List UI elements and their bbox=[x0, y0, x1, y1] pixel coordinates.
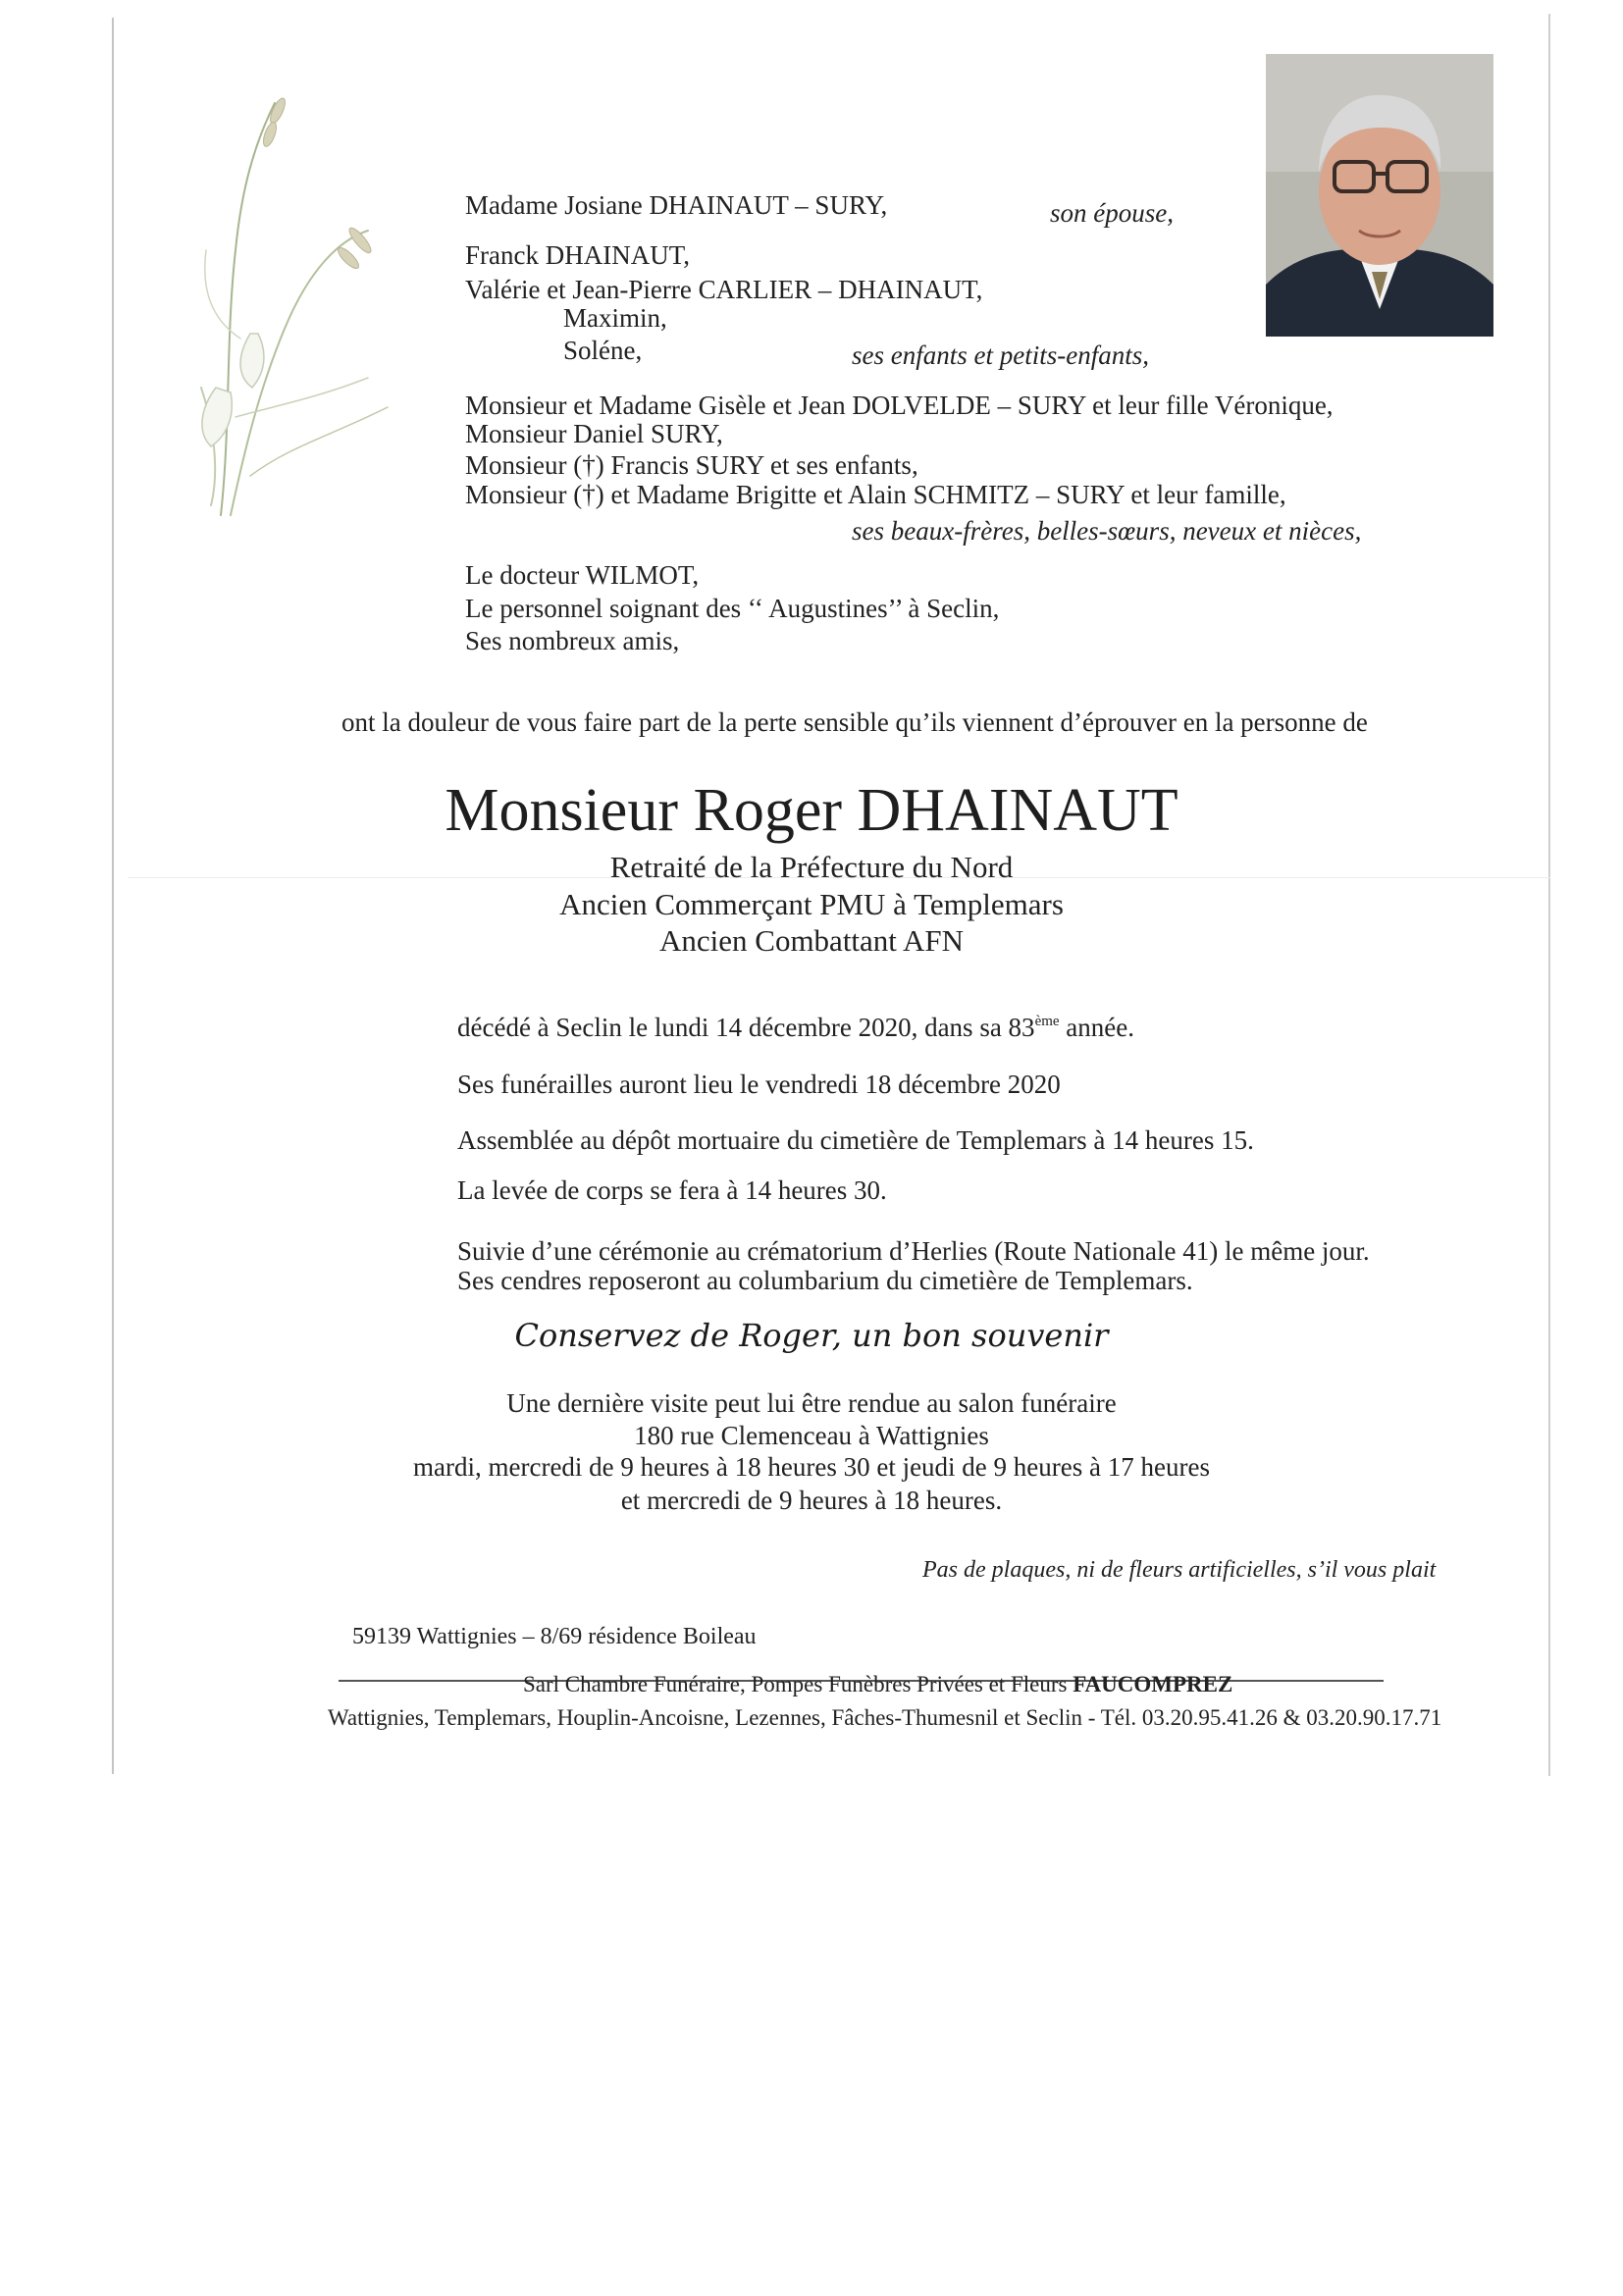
lily-wheat-illustration bbox=[191, 93, 397, 525]
funeral-date: Ses funérailles auront lieu le vendredi 18 décembre 2020 bbox=[457, 1070, 1061, 1099]
children-role: ses enfants et petits-enfants, bbox=[852, 340, 1149, 370]
home-address: 59139 Wattignies – 8/69 résidence Boileau bbox=[352, 1624, 757, 1649]
death-date: décédé à Seclin le lundi 14 décembre 2020, dans sa 83ème année. bbox=[457, 1013, 1134, 1042]
funeral-home-brand: FAUCOMPREZ bbox=[1073, 1672, 1233, 1696]
grandchild-solene: Soléne, bbox=[563, 336, 643, 365]
visit-line-2: 180 rue Clemenceau à Wattignies bbox=[634, 1421, 989, 1450]
inlaws-role: ses beaux-frères, belles-sœurs, neveux et nièces, bbox=[852, 516, 1362, 546]
friends: Ses nombreux amis, bbox=[465, 626, 680, 655]
ashes-info: Ses cendres reposeront au columbarium du cimetière de Templemars. bbox=[457, 1266, 1193, 1295]
portrait-photo bbox=[1266, 54, 1493, 337]
deceased-title-2: Ancien Commerçant PMU à Templemars bbox=[559, 887, 1064, 921]
assembly-info: Assemblée au dépôt mortuaire du cimetière de Templemars à 14 heures 15. bbox=[457, 1125, 1254, 1155]
visit-line-1: Une dernière visite peut lui être rendue au salon funéraire bbox=[506, 1388, 1117, 1418]
inlaw-daniel: Monsieur Daniel SURY, bbox=[465, 419, 723, 448]
deceased-title-1: Retraité de la Préfecture du Nord bbox=[609, 850, 1014, 884]
nursing-staff: Le personnel soignant des ‘‘ Augustines’’ à Seclin, bbox=[465, 594, 1000, 623]
child-franck: Franck DHAINAUT, bbox=[465, 240, 690, 270]
memory-phrase: Conservez de Roger, un bon souvenir bbox=[514, 1317, 1109, 1354]
visit-line-3: mardi, mercredi de 9 heures à 18 heures 30 et jeudi de 9 heures à 17 heures bbox=[413, 1452, 1210, 1482]
deceased-name: Monsieur Roger DHAINAUT bbox=[445, 777, 1178, 844]
inlaw-schmitz: Monsieur (†) et Madame Brigitte et Alain SCHMITZ – SURY et leur famille, bbox=[465, 480, 1286, 509]
ceremony-info: Suivie d’une cérémonie au crématorium d’Herlies (Route Nationale 41) le même jour. bbox=[457, 1236, 1370, 1266]
deceased-title-3: Ancien Combattant AFN bbox=[659, 923, 964, 958]
funeral-home-locations: Wattignies, Templemars, Houplin-Ancoisne, Lezennes, Fâches-Thumesnil et Seclin - Tél. 03.20.95.41.26 & 03.20.90.17.71 bbox=[328, 1705, 1442, 1730]
inlaw-dolvelde: Monsieur et Madame Gisèle et Jean DOLVELDE – SURY et leur fille Véronique, bbox=[465, 391, 1334, 420]
no-flowers-note: Pas de plaques, ni de fleurs artificielles, s’il vous plait bbox=[922, 1557, 1437, 1583]
levee-info: La levée de corps se fera à 14 heures 30. bbox=[457, 1175, 887, 1205]
announcement: ont la douleur de vous faire part de la perte sensible qu’ils viennent d’éprouver en la personne de bbox=[341, 707, 1368, 737]
wife-role: son épouse, bbox=[1050, 198, 1174, 228]
visit-line-4: et mercredi de 9 heures à 18 heures. bbox=[620, 1486, 1003, 1515]
grandchild-maximin: Maximin, bbox=[563, 303, 667, 333]
doctor-wilmot: Le docteur WILMOT, bbox=[465, 560, 700, 590]
wife-name: Madame Josiane DHAINAUT – SURY, bbox=[465, 190, 888, 220]
inlaw-francis: Monsieur (†) Francis SURY et ses enfants, bbox=[465, 450, 918, 480]
child-valerie: Valérie et Jean-Pierre CARLIER – DHAINAUT, bbox=[465, 275, 983, 304]
funeral-home-line: Sarl Chambre Funéraire, Pompes Funèbres Privées et Fleurs FAUCOMPREZ bbox=[523, 1672, 1233, 1696]
